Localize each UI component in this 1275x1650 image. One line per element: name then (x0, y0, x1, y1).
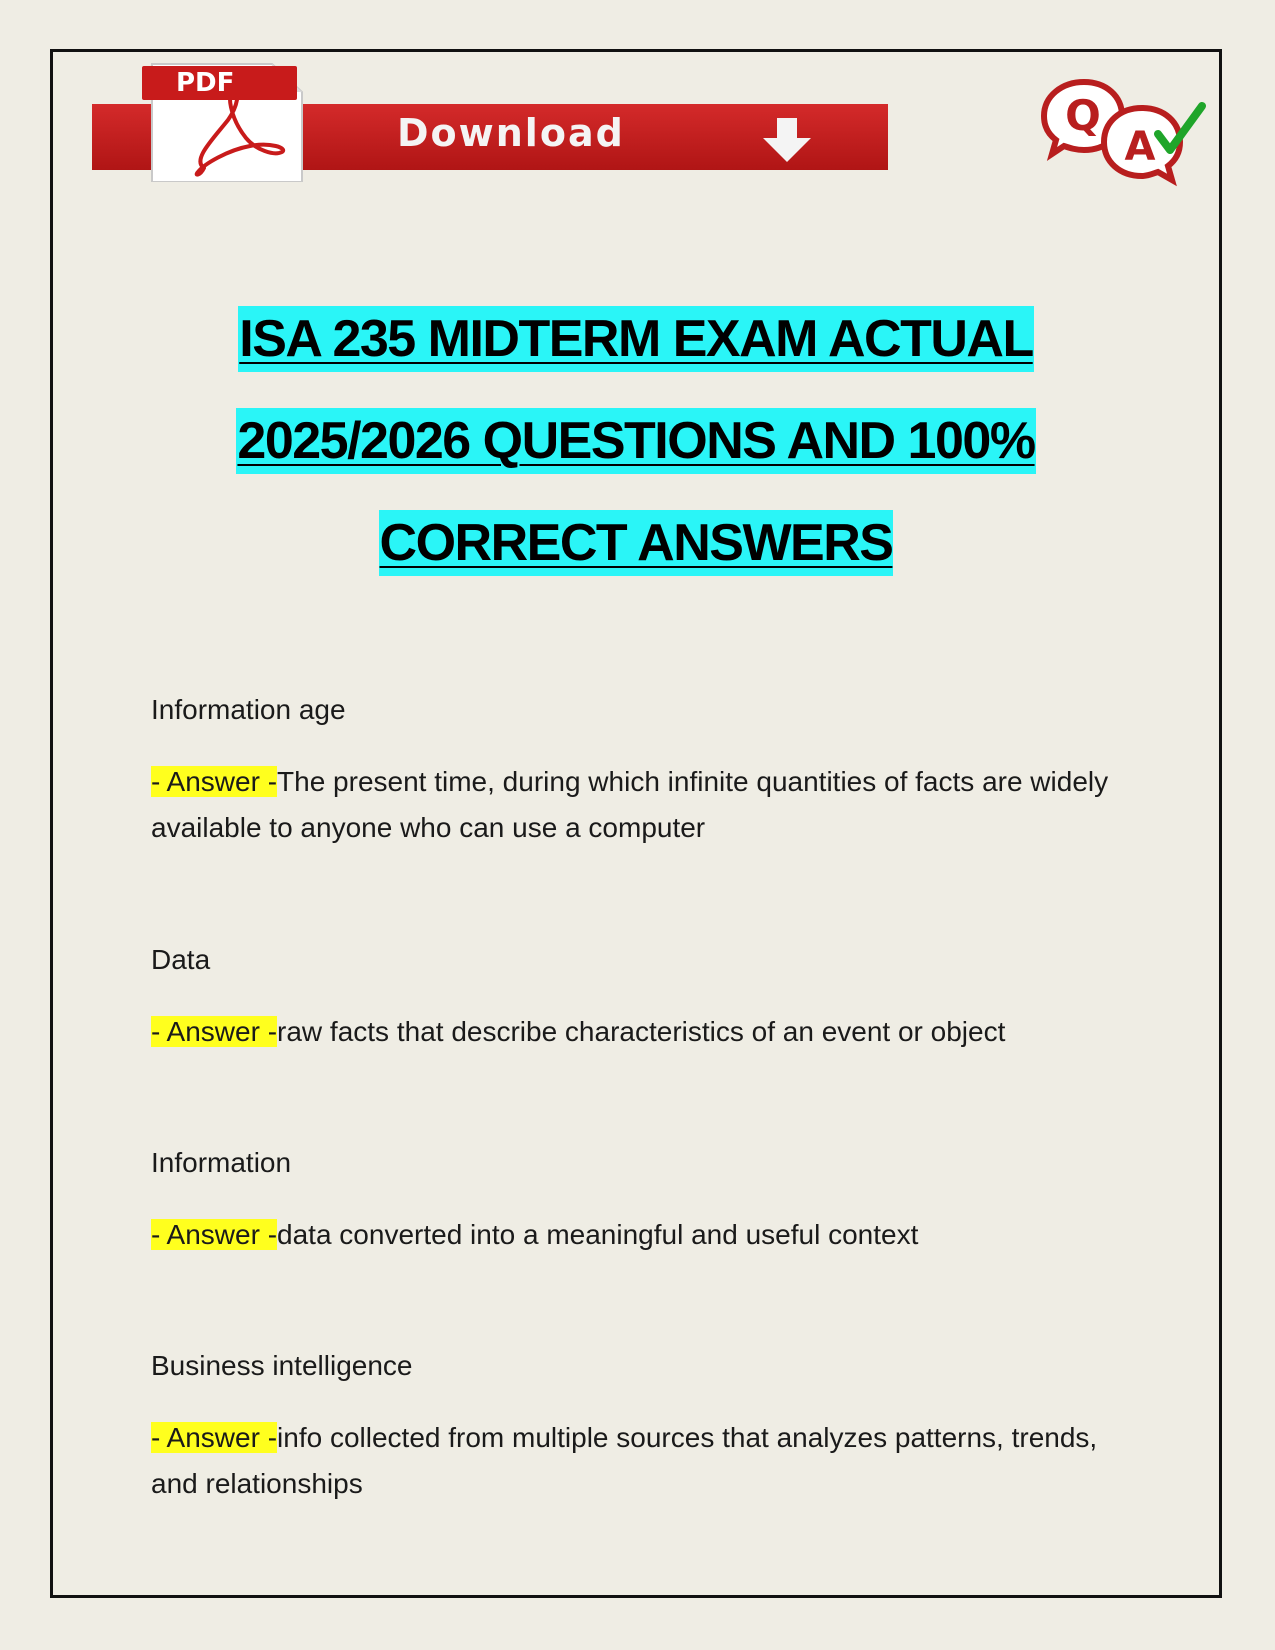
qa-logo-a: A (1124, 124, 1156, 170)
answer-block (151, 1415, 1131, 1507)
answer-text: data converted into a meaningful and useful context (277, 1219, 919, 1250)
pdf-document-icon (142, 60, 312, 182)
download-label: Download (397, 111, 625, 155)
question-text: Business intelligence (151, 1350, 413, 1381)
answer-text: raw facts that describe characteristics of an event or object (277, 1016, 1006, 1047)
answer-tag: - Answer - (151, 1422, 278, 1453)
qa-item (151, 943, 1131, 1055)
download-arrow-icon (757, 116, 817, 164)
qa-logo (1040, 78, 1210, 188)
download-banner[interactable] (92, 60, 888, 186)
document-title (60, 306, 1212, 612)
title-line-2: 2025/2026 QUESTIONS AND 100% (236, 408, 1035, 474)
title-line-1: ISA 235 MIDTERM EXAM ACTUAL (238, 306, 1033, 372)
answer-block (151, 1212, 1131, 1258)
qa-logo-q: Q (1065, 91, 1101, 140)
answer-block (151, 759, 1131, 851)
title-line-3: CORRECT ANSWERS (379, 510, 894, 576)
answer-text: info collected from multiple sources that analyzes patterns, trends, and relationships (151, 1422, 1098, 1499)
qa-item (151, 1146, 1131, 1258)
answer-block (151, 1009, 1131, 1055)
qa-item (151, 693, 1131, 851)
question-text: Data (151, 944, 211, 975)
answer-tag: - Answer - (151, 766, 278, 797)
answer-text: The present time, during which infinite quantities of facts are widely available to anyone who can use a computer (151, 766, 1109, 843)
pdf-label: PDF (142, 66, 297, 100)
question-text: Information (151, 1147, 292, 1178)
answer-tag: - Answer - (151, 1016, 278, 1047)
answer-tag: - Answer - (151, 1219, 278, 1250)
question-text: Information age (151, 694, 346, 725)
qa-item (151, 1349, 1131, 1507)
